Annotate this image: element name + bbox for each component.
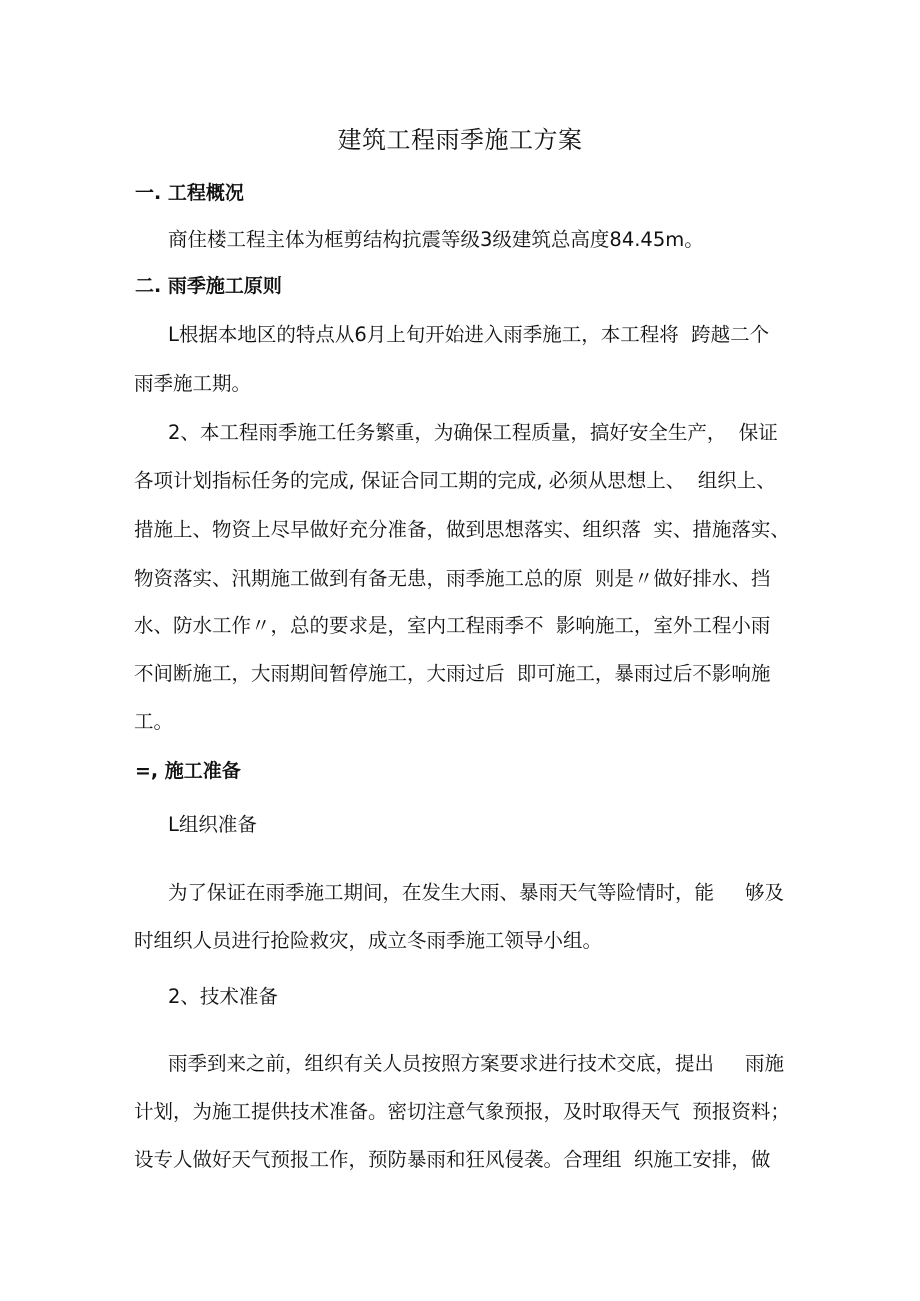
paragraph-line: 2、本工程雨季施工任务繁重，为确保工程质量，搞好安全生产， 保证 xyxy=(168,421,778,444)
section-heading-preparation: =, 施工准备 xyxy=(135,760,241,782)
paragraph-line: 雨季到来之前，组织有关人员按照方案要求进行技术交底，提出 雨施 xyxy=(168,1052,784,1075)
paragraph-line: 计划，为施工提供技术准备。密切注意气象预报，及时取得天气 预报资料； xyxy=(134,1100,790,1123)
section-heading-overview: 一. 工程概况 xyxy=(135,182,244,204)
paragraph-line: 物资落实、汛期施工做到有备无患，雨季施工总的原 则是〃做好排水、挡 xyxy=(134,567,771,590)
paragraph-line: 雨季施工期。 xyxy=(134,372,252,395)
paragraph-line: 不间断施工，大雨期间暂停施工，大雨过后 即可施工，暴雨过后不影响施 xyxy=(134,662,771,685)
paragraph-line: 时组织人员进行抢险救灾，成立冬雨季施工领导小组。 xyxy=(134,929,603,952)
paragraph-line: 为了保证在雨季施工期间，在发生大雨、暴雨天气等险情时，能 够及 xyxy=(168,881,784,904)
paragraph-line: L根据本地区的特点从6月上旬开始进入雨季施工，本工程将 跨越二个 xyxy=(168,323,770,346)
document-title: 建筑工程雨季施工方案 xyxy=(337,126,583,154)
subheading-organization: L组织准备 xyxy=(168,813,257,836)
paragraph-line: 商住楼工程主体为框剪结构抗震等级3级建筑总高度84.45m。 xyxy=(168,228,704,251)
paragraph-line: 水、防水工作〃，总的要求是，室内工程雨季不 影响施工，室外工程小雨 xyxy=(134,614,771,637)
paragraph-line: 措施上、物资上尽早做好充分准备，做到思想落实、组织落 实、措施落实、 xyxy=(134,518,790,541)
paragraph-line: 工。 xyxy=(134,710,174,733)
paragraph-line: 各项计划指标任务的完成, 保证合同工期的完成, 必须从思想上、 组织上、 xyxy=(134,469,776,492)
subheading-technical: 2、技术准备 xyxy=(168,985,278,1008)
paragraph-line: 设专人做好天气预报工作，预防暴雨和狂风侵袭。合理组 织施工安排，做 xyxy=(134,1148,771,1171)
section-heading-principles: 二. 雨季施工原则 xyxy=(135,275,282,297)
